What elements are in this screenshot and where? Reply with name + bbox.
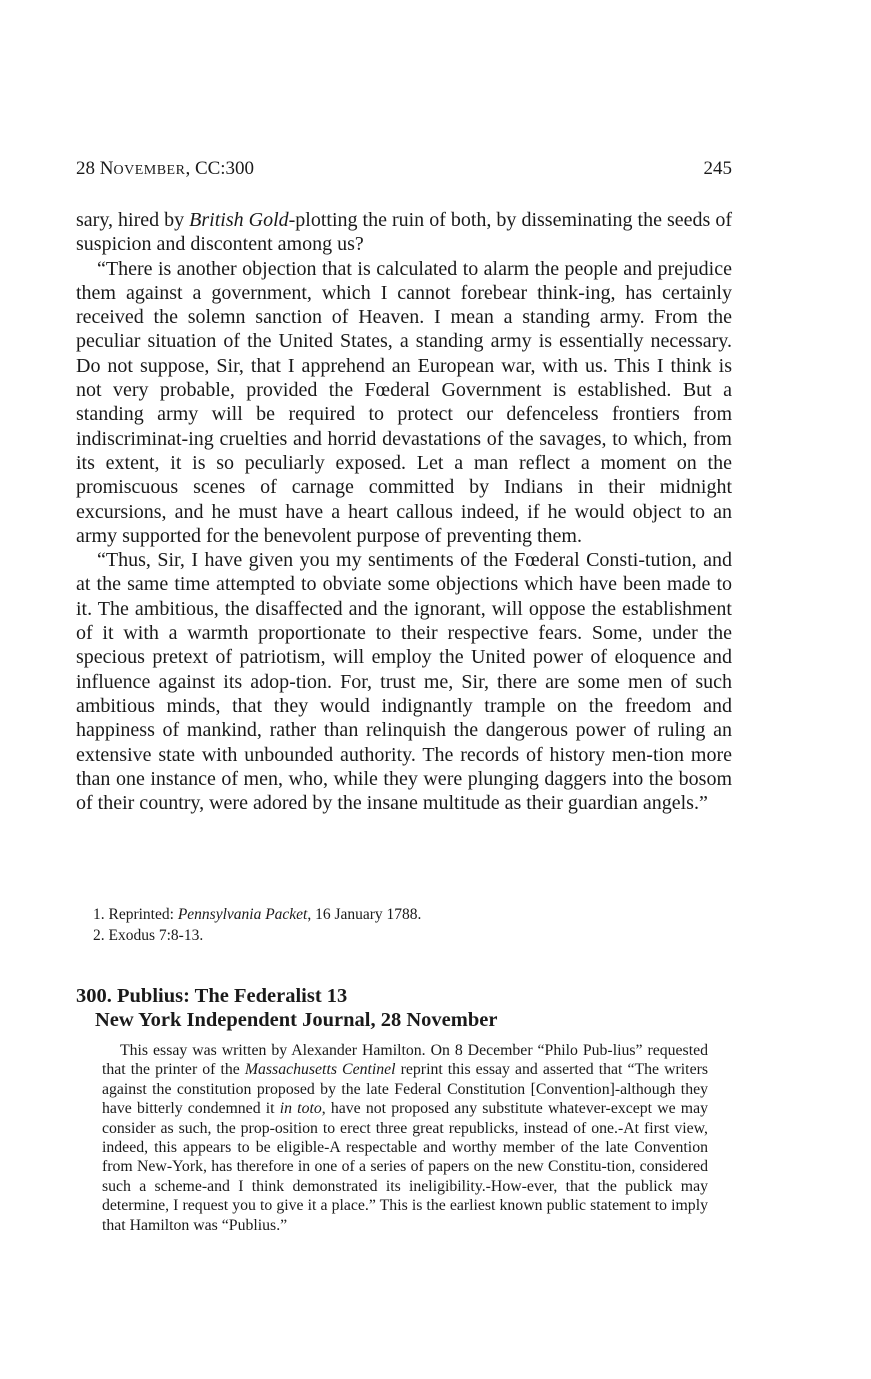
running-header <box>76 156 732 184</box>
body-paragraph-3: “Thus, Sir, I have given you my sentiments of the Fœderal Consti-tution, and at the same time attempted to obviate some objections which have been made to it. The ambitious, the disaffected and the ignorant, will oppose the establishment of it with a warmth proportionate to their respective fears. Some, under the specious pretext of patriotism, will employ the United power of eloquence and influence against its adop-tion. For, trust me, Sir, there are some men of such ambitious minds, that they would indignantly trample on the freedom and happiness of mankind, rather than relinquish the dangerous power of ruling an extensive state with unbounded authority. The records of history men-tion more than one instance of men, who, while they were plunging daggers into the bosom of their country, were adored by the insane multitude as their guardian angels.” <box>76 549 732 815</box>
section-heading <box>76 984 732 1032</box>
page-number: 245 <box>703 158 732 179</box>
body-paragraph-1: sary, hired by British Gold-plotting the ruin of both, by disseminating the seeds of suspicion and discontent among us? <box>76 209 732 256</box>
footnotes <box>93 904 713 946</box>
header-date: 28 NOVEMBER, CC:300 <box>76 158 255 179</box>
footnote-1: 1. Reprinted: Pennsylvania Packet, 16 January 1788. <box>93 906 422 923</box>
section-title: 300. Publius: The Federalist 13 <box>76 985 348 1007</box>
footnote-2: 2. Exodus 7:8-13. <box>93 927 204 944</box>
section-subtitle: New York Independent Journal, 28 November <box>95 1009 498 1031</box>
body-paragraph-2: “There is another objection that is calculated to alarm the people and prejudice them against a government, which I cannot forebear think-ing, has certainly received the solemn sanction of Heaven. I mean a standing army. From the peculiar situation of the United States, a standing army is essentially necessary. Do not suppose, Sir, that I apprehend an European war, with us. This I think is not very probable, provided the Fœderal Government is established. But a standing army will be required to protect our defenceless frontiers from indiscriminat-ing cruelties and horrid devastations of the savages, to which, from its extent, it is so peculiarly exposed. Let a man reflect a moment on the promiscuous scenes of carnage committed by Indians in their midnight excursions, and he must have a heart callous indeed, if he would object to an army supported for the benevolent purpose of preventing them. <box>76 257 732 547</box>
body-text <box>76 208 732 815</box>
editorial-note-paragraph: This essay was written by Alexander Hamilton. On 8 December “Philo Pub-lius” requested that the printer of the Massachusetts Centinel reprint this essay and asserted that “The writers against the constitution proposed by the late Federal Constitution [Convention]-although they have bitterly condemned it in toto, have not proposed any substitute whatever-except we may consider as such, the prop-osition to erect three great republicks, instead of one.-At first view, indeed, this appears to be eligible-A respectable and worthy member of the late Convention from New-York, has therefore in one of a series of papers on the new Constitu-tion, considered such a scheme-and I think demonstrated its ineligibility.-How-ever, that the publick may determine, I request you to give it a place.” This is the earliest known public statement to imply that Hamilton was “Publius.” <box>102 1042 708 1234</box>
editorial-note <box>102 1041 708 1235</box>
